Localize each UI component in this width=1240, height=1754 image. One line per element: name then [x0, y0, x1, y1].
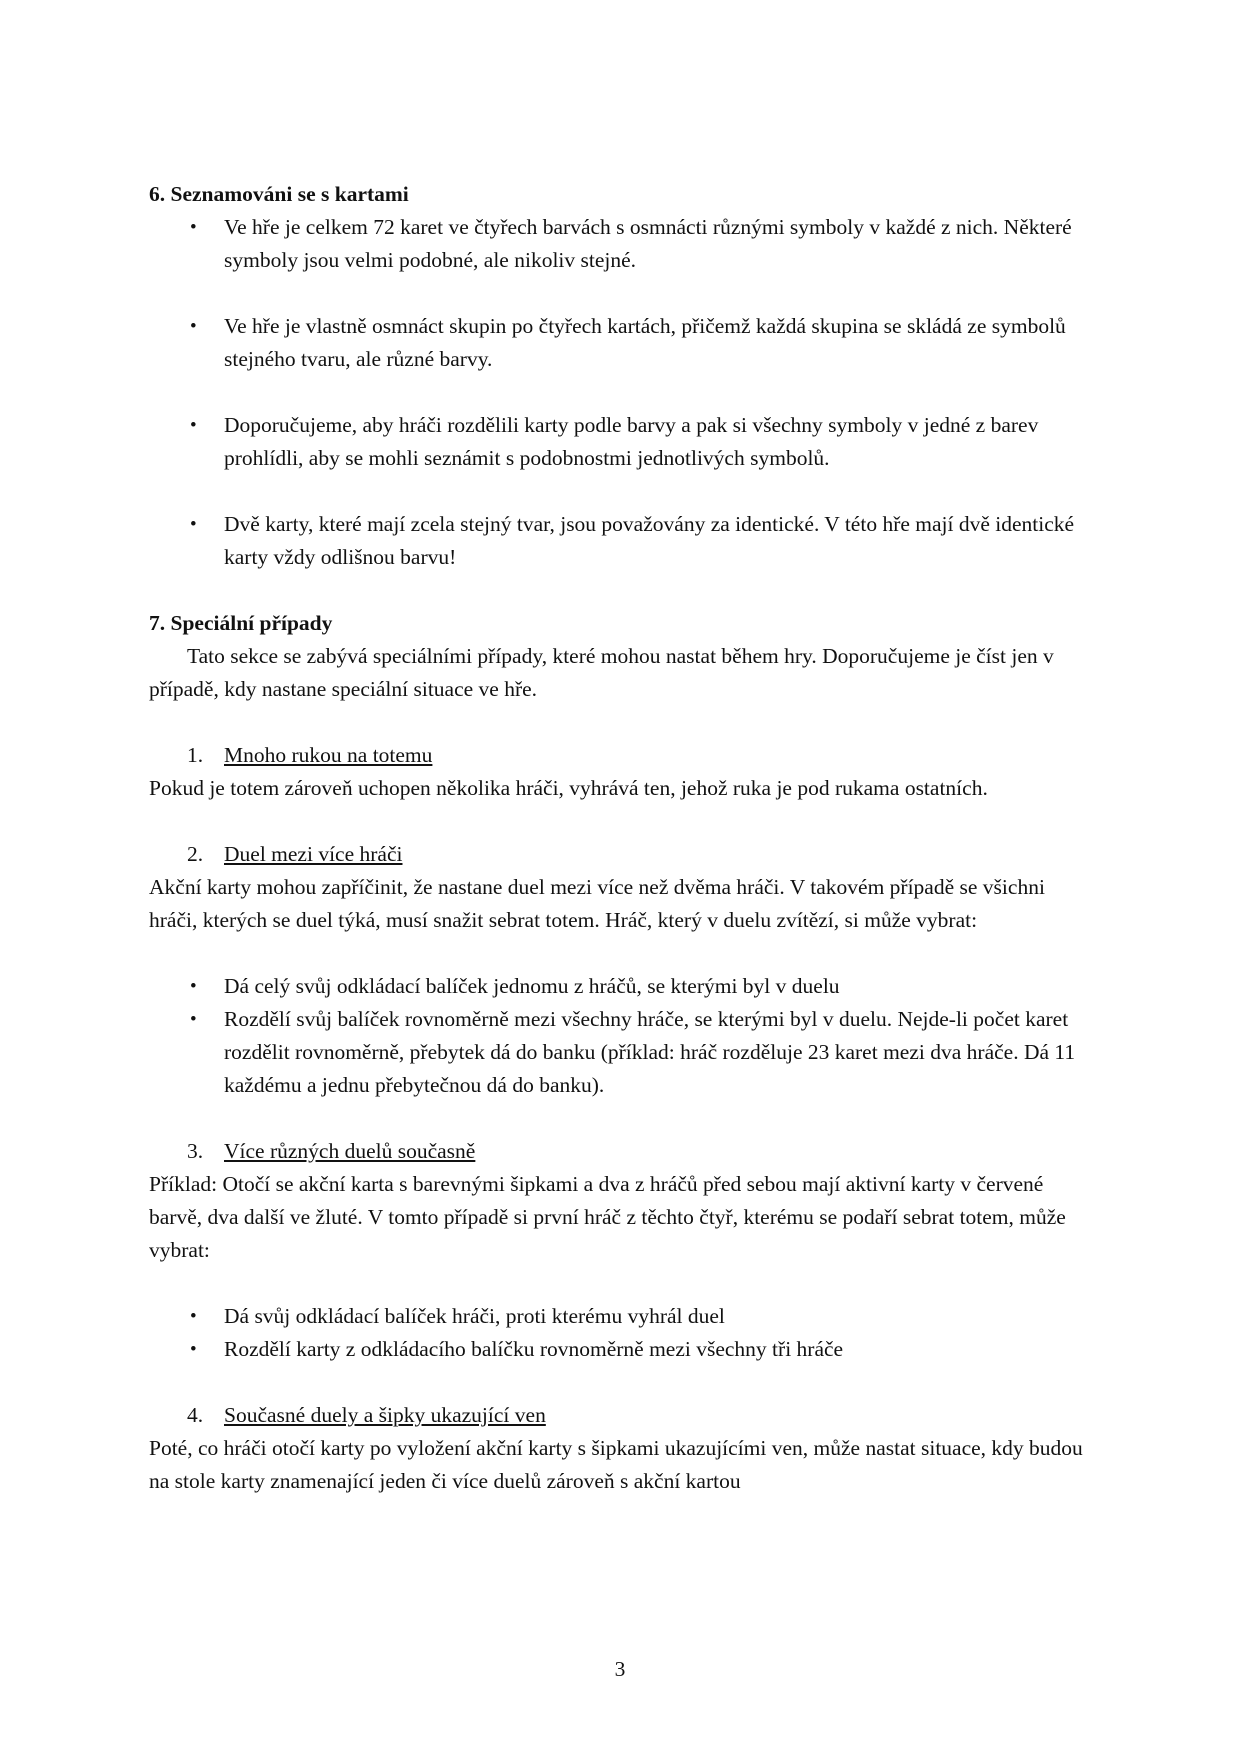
bullet-item: • Doporučujeme, aby hráči rozdělili karty podle barvy a pak si všechny symboly v jedné z barev prohlídli, aby se mohli seznámit s podobnostmi jednotlivých symbolů.: [149, 409, 1094, 475]
bullet-item: • Ve hře je celkem 72 karet ve čtyřech barvách s osmnácti různými symboly v každé z nich. Některé symboly jsou velmi podobné, ale nikoliv stejné.: [149, 211, 1094, 277]
case-number: 3.: [187, 1139, 204, 1163]
case-title: Současné duely a šipky ukazující ven: [224, 1403, 546, 1427]
section-6-heading: 6. Seznamováni se s kartami: [149, 182, 409, 206]
case-3-bullet-list: [149, 1300, 1094, 1366]
page-number: 3: [614, 1657, 626, 1681]
case-heading-1: [149, 739, 1094, 772]
case-number: 1.: [187, 743, 204, 767]
bullet-item: • Ve hře je vlastně osmnáct skupin po čtyřech kartách, přičemž každá skupina se skládá ze symbolů stejného tvaru, ale různé barvy.: [149, 310, 1094, 376]
bullet-item: • Rozdělí svůj balíček rovnoměrně mezi všechny hráče, se kterými byl v duelu. Nejde-li počet karet rozdělit rovnoměrně, přebytek dá do banku (příklad: hráč rozděluje 23 karet mezi dva hráče. Dá 11 každému a jednu přebytečnou dá do banku).: [149, 1003, 1094, 1102]
section-6-bullet-list: [149, 508, 1094, 574]
case-heading-2: [149, 838, 1094, 871]
case-heading-4: [149, 1399, 1094, 1432]
case-heading-3: [149, 1135, 1094, 1168]
page-content: [149, 178, 1094, 1498]
section-7-heading: 7. Speciální případy: [149, 611, 333, 635]
case-text: Akční karty mohou zapříčinit, že nastane duel mezi více než dvěma hráči. V takovém případě se všichni hráči, kterých se duel týká, musí snažit sebrat totem. Hráč, který v duelu zvítězí, si může vybrat:: [149, 875, 1045, 932]
section-6-bullet-list: [149, 409, 1094, 475]
case-number: 4.: [187, 1403, 204, 1427]
case-text: Příklad: Otočí se akční karta s barevnými šipkami a dva z hráčů před sebou mají aktivní karty v červené barvě, dva další ve žluté. V tomto případě si první hráč z těchto čtyř, kterému se podaří sebrat totem, může vybrat:: [149, 1172, 1066, 1262]
bullet-item: • Dá celý svůj odkládací balíček jednomu z hráčů, se kterými byl v duelu: [149, 970, 1094, 1003]
bullet-item: • Dá svůj odkládací balíček hráči, proti kterému vyhrál duel: [149, 1300, 1094, 1333]
case-number: 2.: [187, 842, 204, 866]
case-2-bullet-list: [149, 970, 1094, 1102]
section-6-bullet-list: [149, 211, 1094, 277]
bullet-item: • Rozdělí karty z odkládacího balíčku rovnoměrně mezi všechny tři hráče: [149, 1333, 1094, 1366]
case-text: Poté, co hráči otočí karty po vyložení akční karty s šipkami ukazujícími ven, může nastat situace, kdy budou na stole karty znamenající jeden či více duelů zároveň s akční kartou: [149, 1436, 1083, 1493]
case-title: Duel mezi více hráči: [224, 842, 403, 866]
section-6-bullet-list: [149, 310, 1094, 376]
section-7-intro: Tato sekce se zabývá speciálními případy, které mohou nastat během hry. Doporučujeme je číst jen v případě, kdy nastane speciální situace ve hře.: [149, 644, 1054, 701]
case-title: Více různých duelů současně: [224, 1139, 476, 1163]
bullet-item: • Dvě karty, které mají zcela stejný tvar, jsou považovány za identické. V této hře mají dvě identické karty vždy odlišnou barvu!: [149, 508, 1094, 574]
case-text: Pokud je totem zároveň uchopen několika hráči, vyhrává ten, jehož ruka je pod rukama ostatních.: [149, 776, 988, 800]
case-title: Mnoho rukou na totemu: [224, 743, 433, 767]
